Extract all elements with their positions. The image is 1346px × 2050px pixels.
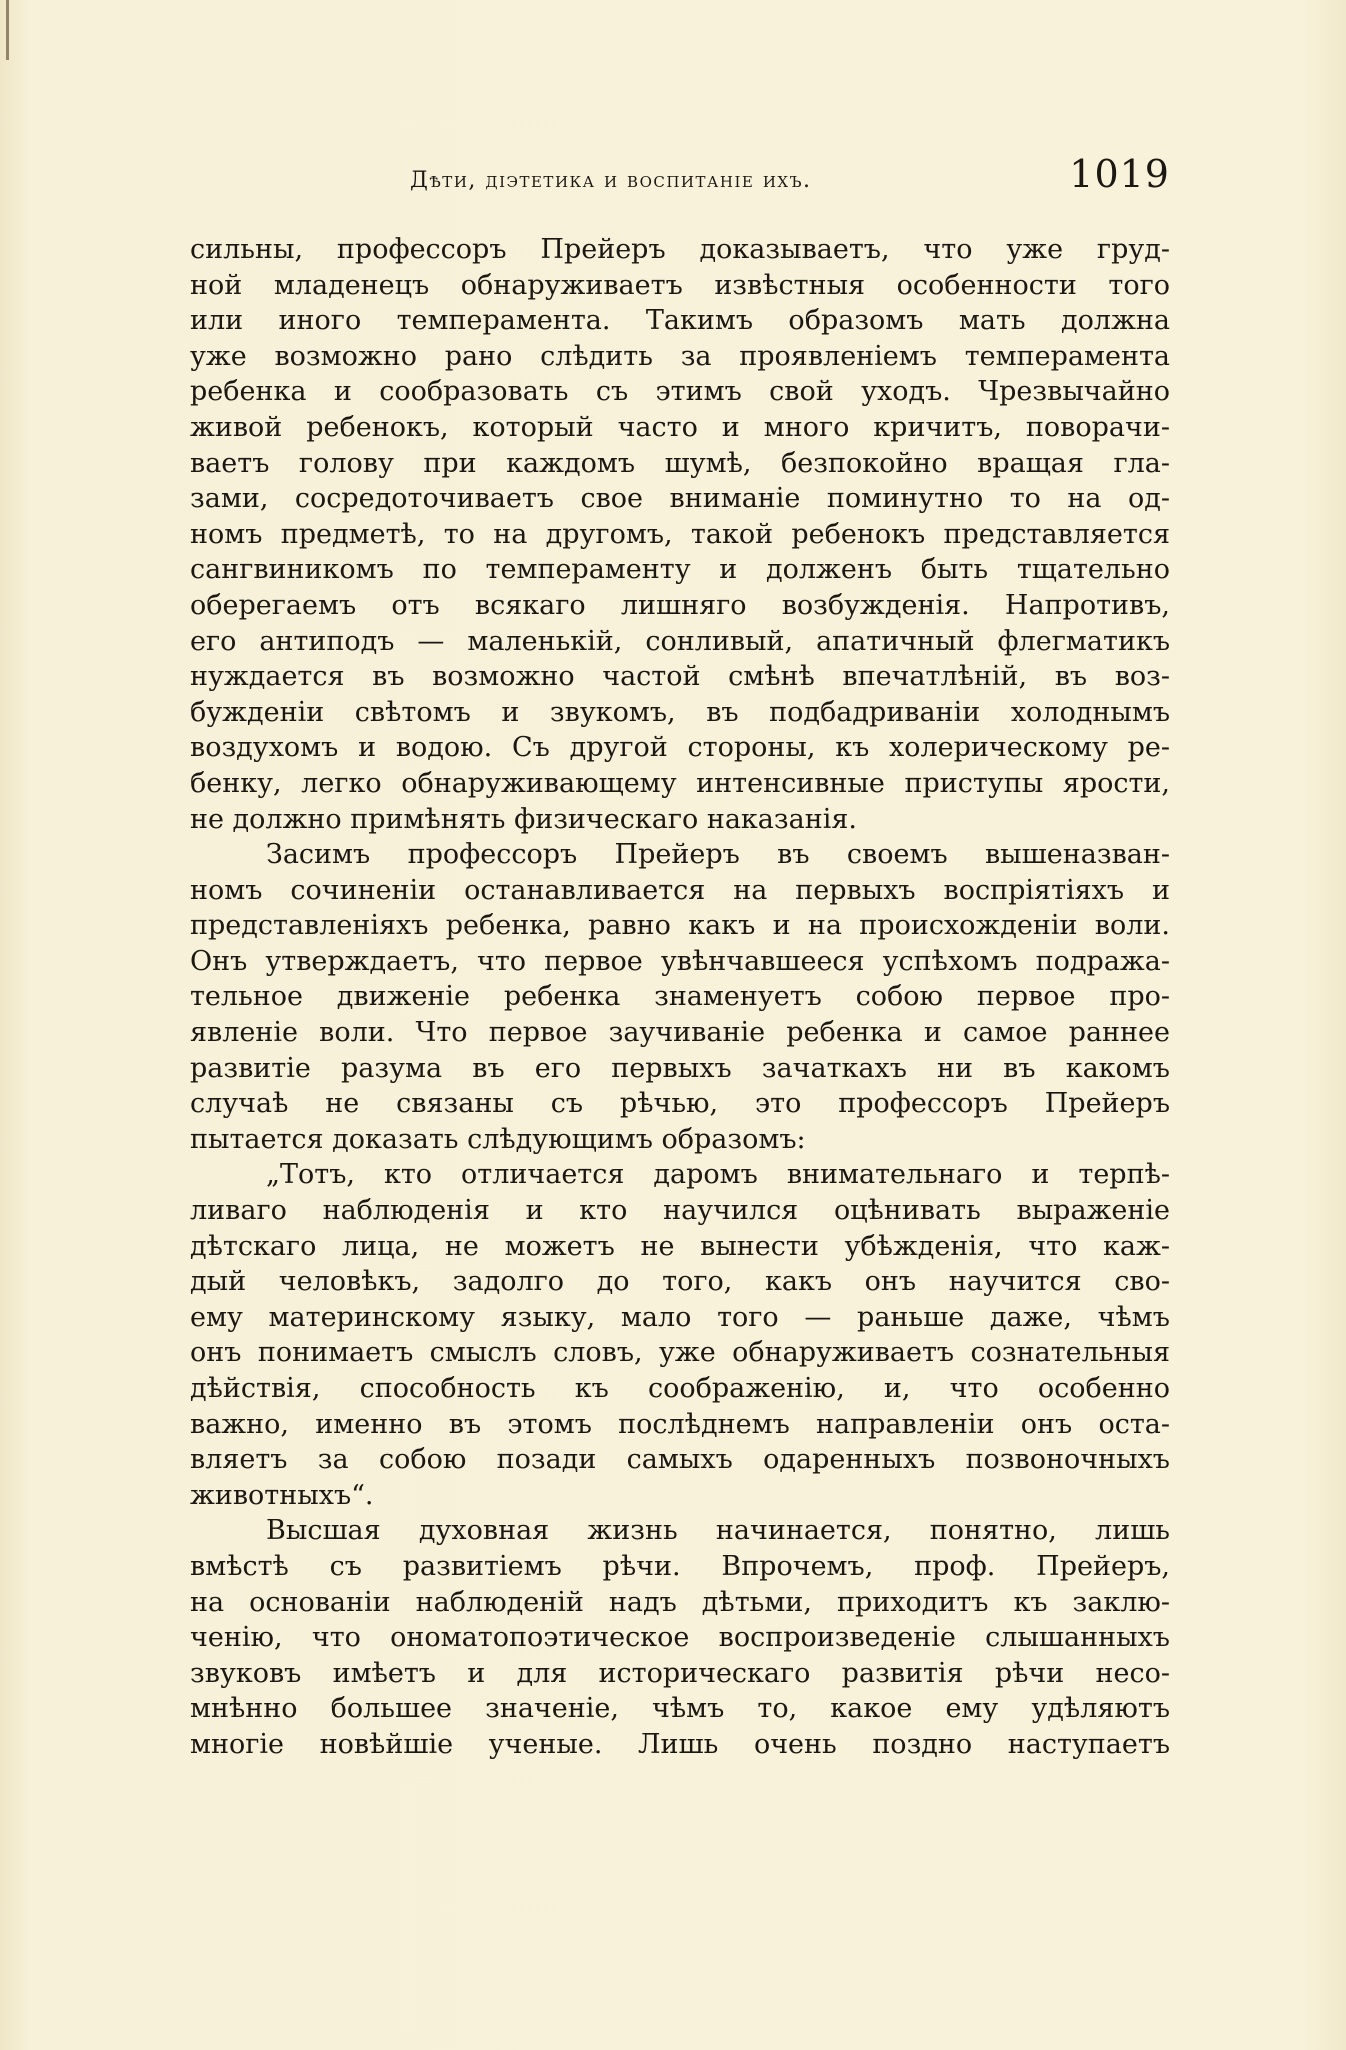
text-line: ной младенецъ обнаруживаетъ извѣстныя особенности того [190, 269, 1170, 301]
text-line: номъ предметѣ, то на другомъ, такой ребенокъ представляется [190, 518, 1170, 550]
text-line: Высшая духовная жизнь начинается, понятно, лишь [266, 1515, 1170, 1547]
text-line: Засимъ профессоръ Прейеръ въ своемъ вышеназван- [266, 839, 1170, 871]
text-line: пытается доказать слѣдующимъ образомъ: [190, 1123, 806, 1155]
running-title: Дѣти, діэтетика и воспитаніе ихъ. [410, 168, 812, 193]
text-line: воздухомъ и водою. Съ другой стороны, къ холерическому ре- [190, 732, 1170, 764]
text-line: ченію, что ономатопоэтическое воспроизведеніе слышанныхъ [190, 1622, 1170, 1654]
running-header [190, 152, 1170, 202]
text-line: ему материнскому языку, мало того — раньше даже, чѣмъ [190, 1301, 1170, 1333]
text-line: Онъ утверждаетъ, что первое увѣнчавшееся успѣхомъ подража- [190, 945, 1170, 977]
text-line: „Тотъ, кто отличается даромъ внимательнаго и терпѣ- [266, 1159, 1170, 1191]
text-line: многіе новѣйшіе ученые. Лишь очень поздно наступаетъ [190, 1728, 1170, 1760]
text-line: дѣтскаго лица, не можетъ не вынести убѣжденія, что каж- [190, 1230, 1170, 1262]
page-edge-mark [6, 0, 9, 60]
text-line: важно, именно въ этомъ послѣднемъ направленіи онъ оста- [190, 1408, 1170, 1440]
text-line: развитіе разума въ его первыхъ зачаткахъ ни въ какомъ [190, 1052, 1170, 1084]
text-line: дѣйствія, способность къ соображенію, и, что особенно [190, 1373, 1170, 1404]
text-line: представленіяхъ ребенка, равно какъ и на происхожденіи воли. [190, 910, 1170, 942]
text-line: ваетъ голову при каждомъ шумѣ, безпокойно вращая гла- [190, 447, 1170, 479]
text-line: сангвиникомъ по темпераменту и долженъ быть тщательно [190, 554, 1170, 586]
text-line: дый человѣкъ, задолго до того, какъ онъ научится сво- [190, 1266, 1170, 1298]
text-line: тельное движеніе ребенка знаменуетъ собою первое про- [190, 981, 1170, 1013]
text-line: сильны, профессоръ Прейеръ доказываетъ, что уже груд- [190, 234, 1170, 265]
text-line: ливаго наблюденія и кто научился оцѣнивать выраженіе [190, 1195, 1170, 1227]
text-line: его антиподъ — маленькій, сонливый, апатичный флегматикъ [190, 625, 1170, 657]
text-line: вмѣстѣ съ развитіемъ рѣчи. Впрочемъ, проф. Прейеръ, [190, 1550, 1170, 1582]
text-line: или иного темперамента. Такимъ образомъ мать должна [190, 305, 1170, 337]
text-line: нуждается въ возможно частой смѣнѣ впечатлѣній, въ воз- [190, 661, 1170, 693]
text-line: мнѣнно большее значеніе, чѣмъ то, какое ему удѣляютъ [190, 1693, 1170, 1725]
body-text [190, 232, 1170, 1763]
text-line: на основаніи наблюденій надъ дѣтьми, приходитъ къ заклю- [190, 1586, 1170, 1618]
text-line: случаѣ не связаны съ рѣчью, это профессоръ Прейеръ [190, 1088, 1170, 1120]
text-line: живой ребенокъ, который часто и много кричитъ, поворачи- [190, 411, 1170, 443]
text-line: бенку, легко обнаруживающему интенсивные приступы ярости, [190, 767, 1170, 799]
text-line: явленіе воли. Что первое заучиваніе ребенка и самое раннее [190, 1017, 1170, 1049]
text-line: животныхъ“. [190, 1479, 374, 1511]
text-line: бужденіи свѣтомъ и звукомъ, въ подбадриваніи холоднымъ [190, 696, 1170, 728]
text-line: номъ сочиненіи останавливается на первыхъ воспріятіяхъ и [190, 874, 1170, 906]
text-line: звуковъ имѣетъ и для историческаго развитія рѣчи несо- [190, 1657, 1170, 1689]
page-number: 1019 [1069, 152, 1170, 196]
text-line: вляетъ за собою позади самыхъ одаренныхъ позвоночныхъ [190, 1444, 1170, 1476]
text-line: онъ понимаетъ смыслъ словъ, уже обнаруживаетъ сознательныя [190, 1337, 1170, 1369]
text-line: зами, сосредоточиваетъ свое вниманіе поминутно то на од- [190, 483, 1170, 515]
text-line: ребенка и сообразовать съ этимъ свой уходъ. Чрезвычайно [190, 376, 1170, 408]
text-line: уже возможно рано слѣдить за проявленіемъ темперамента [190, 340, 1170, 372]
text-line: оберегаемъ отъ всякаго лишняго возбужденія. Напротивъ, [190, 589, 1170, 621]
text-line: не должно примѣнять физическаго наказанія. [190, 803, 857, 835]
